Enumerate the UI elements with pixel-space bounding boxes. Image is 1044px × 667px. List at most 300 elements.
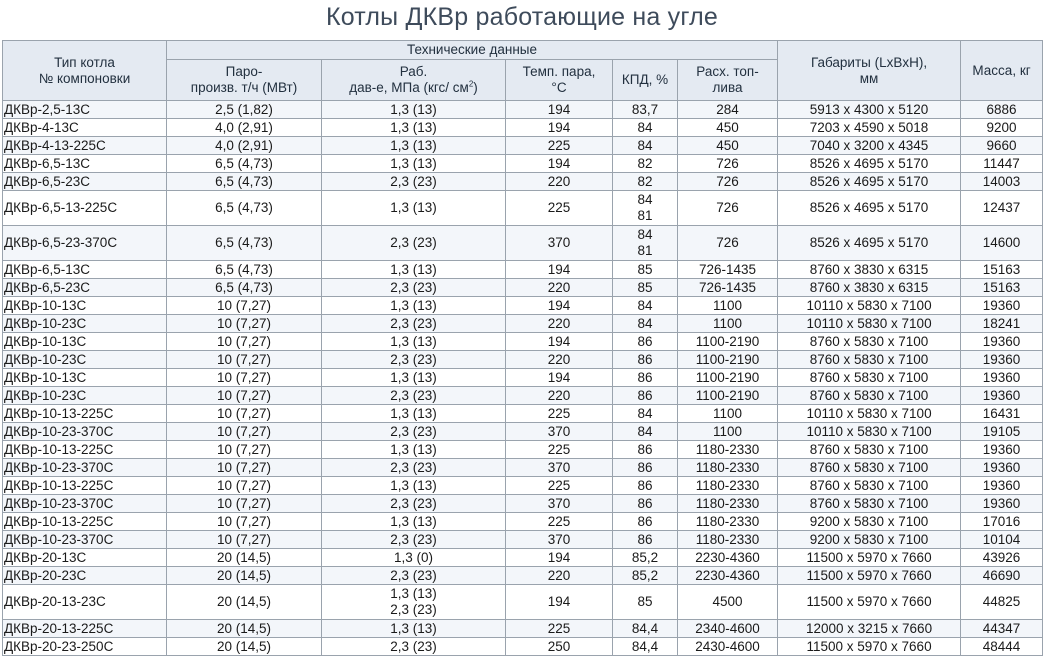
cell-dims: 10110 x 5830 x 7100 [778, 297, 961, 315]
header-steam [167, 60, 322, 101]
cell-pressure-value: 2,3 (23) [390, 351, 437, 367]
cell-mass: 12437 [961, 191, 1043, 226]
cell-steam: 20 (14,5) [167, 567, 322, 585]
cell-type: ДКВр-4-13-225С [3, 137, 167, 155]
cell-mass: 48444 [961, 638, 1043, 656]
cell-steam: 10 (7,27) [167, 387, 322, 405]
cell-dims: 8526 x 4695 x 5170 [778, 173, 961, 191]
cell-mass: 11447 [961, 155, 1043, 173]
cell-pressure [322, 119, 506, 137]
cell-pressure-value: 1,3 (13) [390, 155, 437, 171]
header-pressure-sup: 2 [468, 79, 474, 89]
cell-efficiency [613, 333, 678, 351]
cell-temp: 194 [506, 297, 613, 315]
cell-fuel: 1100 [678, 315, 778, 333]
cell-dims: 8760 x 5830 x 7100 [778, 495, 961, 513]
cell-efficiency [613, 423, 678, 441]
cell-steam: 6,5 (4,73) [167, 173, 322, 191]
page-title: Котлы ДКВр работающие на угле [325, 3, 719, 31]
cell-temp: 194 [506, 333, 613, 351]
cell-pressure-value: 1,3 (13) [390, 101, 437, 117]
cell-pressure [322, 137, 506, 155]
cell-mass: 14003 [961, 173, 1043, 191]
cell-fuel: 450 [678, 119, 778, 137]
cell-pressure-value: 2,3 (23) [390, 315, 437, 331]
cell-pressure [322, 261, 506, 279]
cell-fuel: 1180-2330 [678, 495, 778, 513]
cell-fuel: 2430-4600 [678, 638, 778, 656]
cell-fuel: 1100 [678, 423, 778, 441]
cell-pressure-value: 2,3 (23) [390, 495, 437, 511]
table-row [3, 226, 1043, 261]
table-row [3, 531, 1043, 549]
cell-pressure-value: 1,3 (13) [390, 477, 437, 493]
cell-type: ДКВр-10-23-370С [3, 423, 167, 441]
cell-pressure [322, 620, 506, 638]
cell-dims: 7040 x 3200 x 4345 [778, 137, 961, 155]
cell-dims: 12000 x 3215 x 7660 [778, 620, 961, 638]
cell-efficiency [613, 155, 678, 173]
cell-efficiency-value: 86 [637, 351, 653, 367]
table-row [3, 261, 1043, 279]
cell-temp: 194 [506, 549, 613, 567]
table-row [3, 279, 1043, 297]
cell-mass: 19360 [961, 351, 1043, 369]
cell-fuel: 2340-4600 [678, 620, 778, 638]
cell-fuel: 1100-2190 [678, 369, 778, 387]
cell-efficiency-value: 86 [637, 441, 653, 457]
cell-pressure-value: 1,3 (13) [390, 261, 437, 277]
cell-efficiency [613, 369, 678, 387]
cell-dims: 8760 x 5830 x 7100 [778, 477, 961, 495]
cell-steam: 10 (7,27) [167, 513, 322, 531]
cell-pressure-value: 2,3 (23) [390, 531, 437, 547]
cell-dims: 10110 x 5830 x 7100 [778, 405, 961, 423]
cell-temp: 194 [506, 101, 613, 119]
cell-mass: 19360 [961, 297, 1043, 315]
table-row [3, 315, 1043, 333]
cell-efficiency [613, 405, 678, 423]
cell-steam: 20 (14,5) [167, 620, 322, 638]
cell-dims: 7203 x 4590 x 5018 [778, 119, 961, 137]
table-row [3, 369, 1043, 387]
cell-mass: 6886 [961, 101, 1043, 119]
cell-dims: 10110 x 5830 x 7100 [778, 315, 961, 333]
cell-pressure [322, 638, 506, 656]
cell-mass: 9200 [961, 119, 1043, 137]
cell-type: ДКВр-20-23-250С [3, 638, 167, 656]
cell-pressure-value: 2,3 (23) [390, 173, 437, 189]
cell-pressure [322, 585, 506, 620]
cell-steam: 10 (7,27) [167, 495, 322, 513]
header-pressure-line1: Раб. [399, 64, 428, 79]
cell-pressure-value: 1,3 (13) [390, 369, 437, 385]
cell-steam: 10 (7,27) [167, 297, 322, 315]
cell-dims: 10110 x 5830 x 7100 [778, 423, 961, 441]
cell-efficiency-value: 85,2 [631, 567, 659, 583]
cell-pressure [322, 495, 506, 513]
cell-type: ДКВр-10-13С [3, 333, 167, 351]
cell-efficiency [613, 513, 678, 531]
cell-steam: 4,0 (2,91) [167, 137, 322, 155]
cell-type: ДКВр-6,5-23С [3, 279, 167, 297]
cell-efficiency [613, 495, 678, 513]
cell-pressure [322, 315, 506, 333]
cell-type: ДКВр-10-13-225С [3, 441, 167, 459]
cell-pressure-value: 2,3 (23) [390, 387, 437, 403]
cell-fuel: 2230-4360 [678, 567, 778, 585]
cell-efficiency-value: 82 [637, 173, 653, 189]
cell-temp: 220 [506, 279, 613, 297]
cell-mass: 43926 [961, 549, 1043, 567]
cell-pressure [322, 513, 506, 531]
cell-type: ДКВр-4-13С [3, 119, 167, 137]
cell-pressure-value: 1,3 (13) [390, 137, 437, 153]
header-temp-line1: Темп. пара, [522, 64, 596, 79]
cell-temp: 194 [506, 369, 613, 387]
cell-dims: 8760 x 5830 x 7100 [778, 459, 961, 477]
cell-temp: 194 [506, 261, 613, 279]
cell-dims: 8526 x 4695 x 5170 [778, 155, 961, 173]
header-type-line2: № компоновки [38, 70, 131, 86]
cell-type: ДКВр-6,5-13С [3, 155, 167, 173]
cell-efficiency [613, 441, 678, 459]
cell-type: ДКВр-20-23С [3, 567, 167, 585]
cell-fuel: 726-1435 [678, 279, 778, 297]
cell-efficiency-value: 84,4 [631, 620, 659, 636]
cell-temp: 220 [506, 567, 613, 585]
header-type [3, 41, 167, 101]
cell-dims: 9200 x 5830 x 7100 [778, 531, 961, 549]
cell-steam: 10 (7,27) [167, 423, 322, 441]
cell-efficiency-value: 85 [637, 594, 653, 609]
cell-type: ДКВр-6,5-23-370С [3, 226, 167, 261]
table-row [3, 137, 1043, 155]
table-row [3, 477, 1043, 495]
cell-pressure-value: 1,3 (13) [390, 586, 437, 601]
cell-temp: 194 [506, 155, 613, 173]
table-row [3, 459, 1043, 477]
cell-fuel: 726 [678, 226, 778, 261]
cell-efficiency [613, 173, 678, 191]
cell-type: ДКВр-10-23С [3, 351, 167, 369]
cell-temp: 220 [506, 387, 613, 405]
cell-fuel: 726 [678, 155, 778, 173]
cell-fuel: 1180-2330 [678, 531, 778, 549]
cell-efficiency-value: 82 [637, 155, 653, 171]
cell-pressure-value: 1,3 (13) [390, 513, 437, 529]
cell-fuel: 450 [678, 137, 778, 155]
cell-pressure-value: 1,3 (13) [390, 297, 437, 313]
cell-temp: 225 [506, 513, 613, 531]
cell-temp: 225 [506, 137, 613, 155]
cell-mass: 44347 [961, 620, 1043, 638]
header-dims [778, 41, 961, 101]
cell-fuel: 726 [678, 173, 778, 191]
cell-efficiency [613, 297, 678, 315]
cell-efficiency-value: 86 [637, 513, 653, 529]
cell-dims: 8760 x 5830 x 7100 [778, 387, 961, 405]
cell-dims: 9200 x 5830 x 7100 [778, 513, 961, 531]
cell-efficiency-value: 86 [637, 333, 653, 349]
cell-efficiency-value: 84,4 [631, 638, 659, 654]
cell-fuel: 1100-2190 [678, 333, 778, 351]
cell-efficiency-value: 86 [637, 459, 653, 475]
table-row [3, 495, 1043, 513]
cell-efficiency-value: 84 [637, 297, 653, 313]
cell-efficiency [613, 137, 678, 155]
header-steam-line2: произв. т/ч (МВт) [190, 80, 298, 95]
cell-efficiency-value: 84 [637, 137, 653, 153]
cell-fuel: 1180-2330 [678, 513, 778, 531]
cell-pressure [322, 441, 506, 459]
cell-efficiency [613, 226, 678, 261]
cell-efficiency-value: 86 [637, 369, 653, 385]
cell-efficiency-value: 81 [637, 243, 653, 258]
cell-pressure [322, 333, 506, 351]
cell-efficiency [613, 191, 678, 226]
cell-dims: 11500 x 5970 x 7660 [778, 567, 961, 585]
table-header [3, 41, 1043, 101]
boiler-table [2, 40, 1043, 656]
table-row [3, 387, 1043, 405]
cell-fuel: 726 [678, 191, 778, 226]
table-row [3, 567, 1043, 585]
header-dims-line2: мм [859, 70, 879, 86]
cell-temp: 250 [506, 638, 613, 656]
cell-pressure-value: 2,3 (23) [390, 279, 437, 295]
table-row [3, 513, 1043, 531]
cell-steam: 20 (14,5) [167, 638, 322, 656]
table-row [3, 333, 1043, 351]
header-type-line1: Тип котла [54, 54, 115, 70]
cell-fuel: 1100-2190 [678, 351, 778, 369]
header-dims-line1: Габариты (LxBxH), [810, 54, 928, 70]
header-mass: Масса, кг [961, 41, 1043, 101]
cell-type: ДКВр-6,5-13С [3, 261, 167, 279]
cell-type: ДКВр-20-13-23С [3, 585, 167, 620]
cell-fuel: 1100 [678, 297, 778, 315]
cell-type: ДКВр-10-23-370С [3, 531, 167, 549]
cell-pressure-value: 2,3 (23) [390, 567, 437, 583]
cell-efficiency [613, 459, 678, 477]
cell-pressure-value: 1,3 (13) [390, 441, 437, 457]
header-pressure [322, 60, 506, 101]
cell-fuel: 1100 [678, 405, 778, 423]
cell-pressure [322, 369, 506, 387]
cell-temp: 370 [506, 226, 613, 261]
cell-mass: 19360 [961, 387, 1043, 405]
cell-efficiency [613, 279, 678, 297]
cell-mass: 17016 [961, 513, 1043, 531]
cell-mass: 44825 [961, 585, 1043, 620]
cell-efficiency [613, 549, 678, 567]
cell-steam: 10 (7,27) [167, 531, 322, 549]
cell-mass: 18241 [961, 315, 1043, 333]
header-pressure-line2 [324, 80, 503, 96]
cell-efficiency-value: 84 [637, 423, 653, 439]
cell-mass: 19360 [961, 333, 1043, 351]
cell-temp: 225 [506, 441, 613, 459]
cell-dims: 8760 x 3830 x 6315 [778, 279, 961, 297]
cell-steam: 10 (7,27) [167, 315, 322, 333]
cell-pressure-value: 1,3 (0) [393, 549, 434, 565]
cell-efficiency [613, 531, 678, 549]
table-row [3, 620, 1043, 638]
cell-pressure [322, 173, 506, 191]
cell-mass: 19360 [961, 459, 1043, 477]
table-row [3, 549, 1043, 567]
cell-type: ДКВр-20-13С [3, 549, 167, 567]
cell-mass: 19360 [961, 495, 1043, 513]
cell-temp: 194 [506, 119, 613, 137]
cell-efficiency-value: 86 [637, 495, 653, 511]
cell-pressure-value: 1,3 (13) [390, 620, 437, 636]
cell-temp: 225 [506, 191, 613, 226]
cell-efficiency-value: 86 [637, 531, 653, 547]
cell-fuel: 1180-2330 [678, 477, 778, 495]
table-row [3, 173, 1043, 191]
cell-dims: 8760 x 5830 x 7100 [778, 333, 961, 351]
cell-temp: 194 [506, 585, 613, 620]
cell-efficiency-value: 85,2 [631, 549, 659, 565]
cell-efficiency-value: 86 [637, 477, 653, 493]
cell-pressure-value: 2,3 (23) [390, 235, 437, 250]
cell-efficiency [613, 315, 678, 333]
cell-type: ДКВр-6,5-23С [3, 173, 167, 191]
cell-steam: 6,5 (4,73) [167, 155, 322, 173]
cell-fuel: 1180-2330 [678, 459, 778, 477]
cell-steam: 6,5 (4,73) [167, 261, 322, 279]
table-row [3, 405, 1043, 423]
cell-mass: 46690 [961, 567, 1043, 585]
cell-pressure-value: 1,3 (13) [390, 119, 437, 135]
cell-temp: 225 [506, 405, 613, 423]
cell-fuel: 1180-2330 [678, 441, 778, 459]
cell-type: ДКВр-10-23-370С [3, 495, 167, 513]
cell-steam: 4,0 (2,91) [167, 119, 322, 137]
cell-pressure [322, 226, 506, 261]
cell-steam: 10 (7,27) [167, 477, 322, 495]
cell-dims: 8760 x 3830 x 6315 [778, 261, 961, 279]
cell-fuel: 2230-4360 [678, 549, 778, 567]
cell-mass: 10104 [961, 531, 1043, 549]
cell-dims: 8526 x 4695 x 5170 [778, 191, 961, 226]
cell-efficiency [613, 387, 678, 405]
header-fuel-line2: лива [712, 80, 743, 95]
header-temp-line2: °С [551, 80, 567, 95]
cell-pressure-value: 1,3 (13) [390, 333, 437, 349]
cell-mass: 9660 [961, 137, 1043, 155]
cell-type: ДКВр-10-13С [3, 297, 167, 315]
cell-dims: 11500 x 5970 x 7660 [778, 638, 961, 656]
table-row [3, 191, 1043, 226]
cell-pressure [322, 567, 506, 585]
cell-fuel: 4500 [678, 585, 778, 620]
cell-pressure [322, 423, 506, 441]
cell-efficiency-value: 85 [637, 279, 653, 295]
cell-steam: 10 (7,27) [167, 405, 322, 423]
cell-efficiency-value: 84 [637, 405, 653, 421]
cell-pressure [322, 155, 506, 173]
cell-steam: 6,5 (4,73) [167, 191, 322, 226]
table-row [3, 638, 1043, 656]
cell-efficiency-value: 81 [637, 208, 653, 223]
cell-efficiency-value: 83,7 [631, 101, 659, 117]
cell-dims: 11500 x 5970 x 7660 [778, 549, 961, 567]
header-fuel [678, 60, 778, 101]
cell-type: ДКВр-10-13-225С [3, 477, 167, 495]
cell-pressure [322, 549, 506, 567]
header-fuel-line1: Расх. топ- [696, 64, 759, 79]
cell-efficiency [613, 351, 678, 369]
cell-pressure [322, 279, 506, 297]
header-pressure-end: ) [473, 80, 478, 95]
cell-pressure-value: 2,3 (23) [390, 423, 437, 439]
cell-dims: 8760 x 5830 x 7100 [778, 369, 961, 387]
cell-efficiency-value: 84 [637, 119, 653, 135]
cell-mass: 15163 [961, 279, 1043, 297]
cell-pressure-value: 1,3 (13) [390, 405, 437, 421]
cell-steam: 2,5 (1,82) [167, 101, 322, 119]
table-row [3, 119, 1043, 137]
cell-pressure-value: 1,3 (13) [390, 200, 437, 215]
table-body [3, 101, 1043, 656]
cell-type: ДКВр-10-23С [3, 315, 167, 333]
cell-steam: 20 (14,5) [167, 585, 322, 620]
cell-steam: 6,5 (4,73) [167, 279, 322, 297]
header-tech-group: Технические данные [167, 41, 778, 60]
cell-type: ДКВр-10-13С [3, 369, 167, 387]
table-row [3, 423, 1043, 441]
cell-temp: 225 [506, 477, 613, 495]
cell-mass: 14600 [961, 226, 1043, 261]
cell-efficiency [613, 119, 678, 137]
table-row [3, 441, 1043, 459]
cell-mass: 19360 [961, 369, 1043, 387]
cell-mass: 15163 [961, 261, 1043, 279]
cell-mass: 19360 [961, 441, 1043, 459]
cell-pressure [322, 297, 506, 315]
cell-pressure [322, 387, 506, 405]
cell-pressure [322, 351, 506, 369]
cell-type: ДКВр-10-13-225С [3, 405, 167, 423]
cell-steam: 10 (7,27) [167, 459, 322, 477]
cell-efficiency [613, 620, 678, 638]
cell-temp: 225 [506, 620, 613, 638]
cell-efficiency-value: 84 [637, 192, 653, 207]
header-steam-line1: Паро- [225, 64, 263, 79]
header-efficiency: КПД, % [613, 60, 678, 101]
cell-steam: 10 (7,27) [167, 351, 322, 369]
cell-pressure [322, 405, 506, 423]
cell-mass: 19105 [961, 423, 1043, 441]
cell-efficiency-value: 86 [637, 387, 653, 403]
table-row [3, 585, 1043, 620]
cell-efficiency [613, 477, 678, 495]
cell-pressure [322, 101, 506, 119]
cell-efficiency [613, 638, 678, 656]
cell-steam: 6,5 (4,73) [167, 226, 322, 261]
cell-steam: 20 (14,5) [167, 549, 322, 567]
cell-temp: 370 [506, 423, 613, 441]
cell-type: ДКВр-10-23С [3, 387, 167, 405]
cell-type: ДКВр-2,5-13С [3, 101, 167, 119]
cell-fuel: 284 [678, 101, 778, 119]
cell-temp: 370 [506, 531, 613, 549]
header-pressure-text: дав-е, МПа (кгс/ см [349, 80, 469, 95]
cell-pressure-value: 2,3 (23) [390, 638, 437, 654]
